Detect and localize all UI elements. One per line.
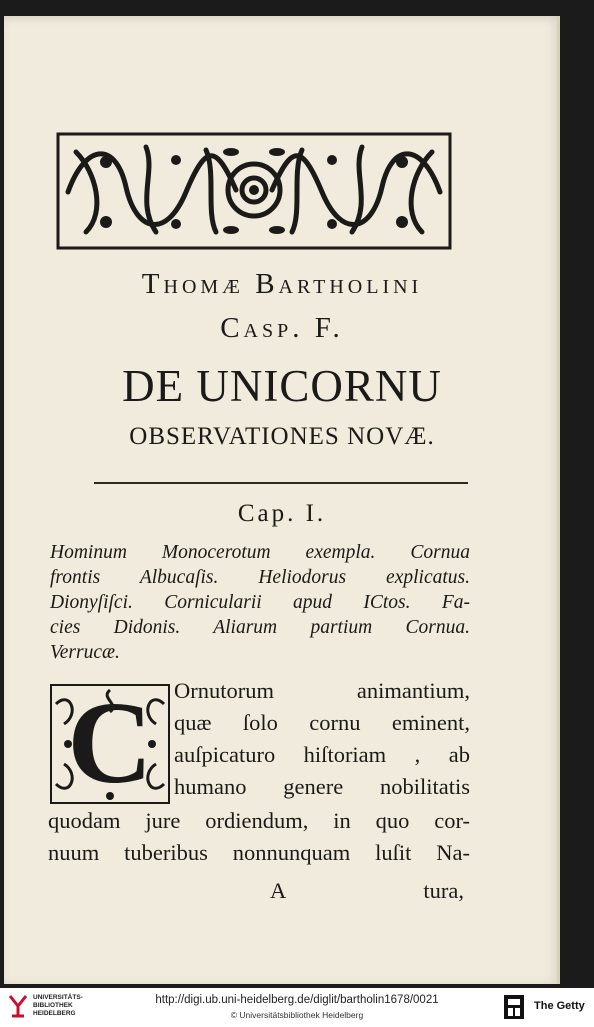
body-line: nuum tuberibus nonnunquam luſit Na- bbox=[48, 840, 470, 865]
source-url-link[interactable]: http://digi.ub.uni-heidelberg.de/diglit/bartholin1678/0021 bbox=[155, 994, 439, 1006]
getty-partner-name: The Getty bbox=[534, 1000, 585, 1012]
body-line: humano genere nobilitatis bbox=[174, 774, 470, 799]
page-subtitle: OBSERVATIONES NOVÆ. bbox=[129, 423, 435, 450]
catchword: tura, bbox=[423, 878, 464, 903]
university-name-line: BIBLIOTHEK bbox=[33, 1002, 73, 1009]
page-title: DE UNICORNU bbox=[122, 361, 442, 411]
body-line: quodam jure ordiendum, in quo cor- bbox=[48, 808, 470, 833]
signature-mark: A bbox=[270, 878, 287, 903]
copyright-text: © Universitätsbibliothek Heidelberg bbox=[230, 1010, 364, 1020]
book-page bbox=[4, 16, 560, 984]
body-line: quæ ſolo cornu eminent, bbox=[174, 710, 470, 735]
summary-line: Verrucæ. bbox=[50, 642, 120, 663]
initial-letter: C bbox=[67, 677, 153, 808]
summary-line: Dionyſiſci. Cornicularii apud ICtos. Fa- bbox=[50, 592, 470, 613]
viewer-footer bbox=[0, 988, 594, 1027]
summary-line: Hominum Monocerotum exempla. Cornua bbox=[50, 542, 470, 563]
university-name-line: UNIVERSITÄTS- bbox=[33, 994, 83, 1001]
body-line: Ornutorum animantium, bbox=[174, 678, 470, 703]
divider-rule bbox=[94, 482, 468, 484]
author-patronym: Casp. F. bbox=[220, 312, 344, 344]
getty-logo-icon bbox=[503, 994, 525, 1020]
body-line: auſpicaturo hiſtoriam , ab bbox=[174, 742, 470, 767]
author-line: Thomæ Bartholini bbox=[141, 268, 423, 300]
chapter-summary bbox=[50, 540, 470, 665]
headpiece-ornament bbox=[56, 132, 452, 250]
summary-line: frontis Albucaſis. Heliodorus explicatus. bbox=[50, 567, 470, 588]
summary-line: cies Didonis. Aliarum partium Cornua. bbox=[50, 617, 470, 638]
decorated-initial bbox=[50, 677, 170, 808]
university-name-line: HEIDELBERG bbox=[33, 1010, 76, 1017]
chapter-heading: Cap. I. bbox=[237, 500, 327, 527]
